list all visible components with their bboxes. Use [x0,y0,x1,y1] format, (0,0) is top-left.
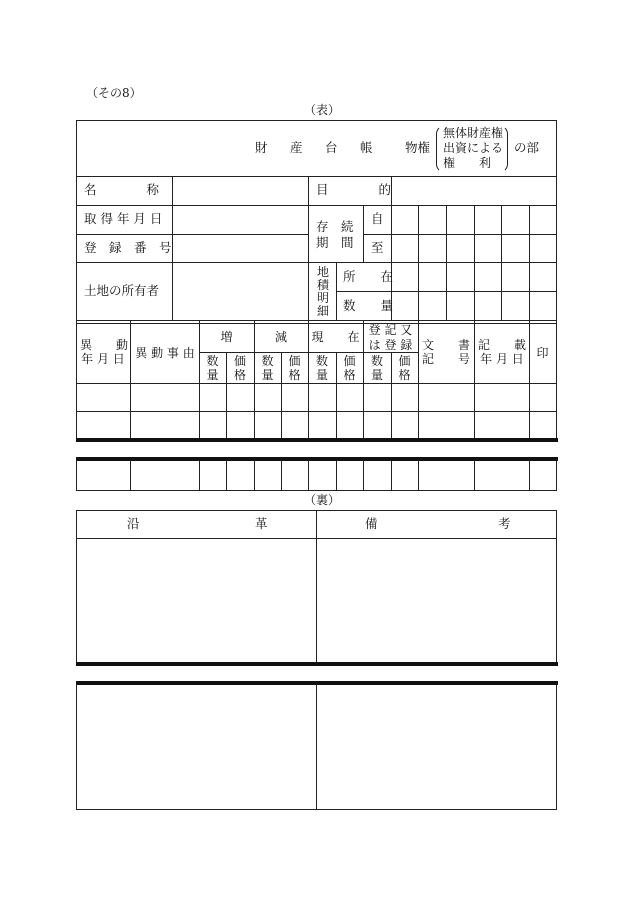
col-entry-date-1: 記 載 [477,338,526,352]
label-to: 至 [371,240,384,255]
col-decrease: 減 [274,330,287,344]
label-quantity: 数 量 [343,298,394,313]
page-number: （その8） [86,86,142,100]
label-registration-no: 登 録 番 号 [84,240,172,255]
col-doc-no-2: 記 号 [421,352,470,366]
col-history: 沿 [127,516,140,531]
col-change-date-1: 異 動 [80,338,129,352]
label-duration-2: 期 間 [316,235,354,250]
label-duration-1: 存 続 [316,219,354,234]
label-acquired-date: 取 得 年 月 日 [84,211,163,226]
col-seal: 印 [536,346,549,360]
col-register-1: 登 記 又 [368,323,413,337]
front-side-label: （表） [304,103,341,117]
label-purpose: 目 的 [316,182,392,197]
col-present: 現 在 [311,330,360,344]
back-side-label: （裏） [304,493,341,507]
col-increase: 増 [220,330,233,344]
col-register-2: は 登 録 [368,338,413,352]
label-location: 所 在 [343,269,394,284]
col-change-reason: 異 動 事 由 [135,346,195,360]
col-entry-date-2: 年 月 日 [480,352,524,366]
label-name: 名 称 [84,182,160,197]
label-land-owner: 土地の所有者 [84,283,160,298]
col-remarks: 備 [365,516,378,531]
col-change-date-2: 年 月 日 [81,352,125,366]
label-from: 自 [371,211,384,226]
col-doc-no-1: 文 書 [421,338,470,352]
